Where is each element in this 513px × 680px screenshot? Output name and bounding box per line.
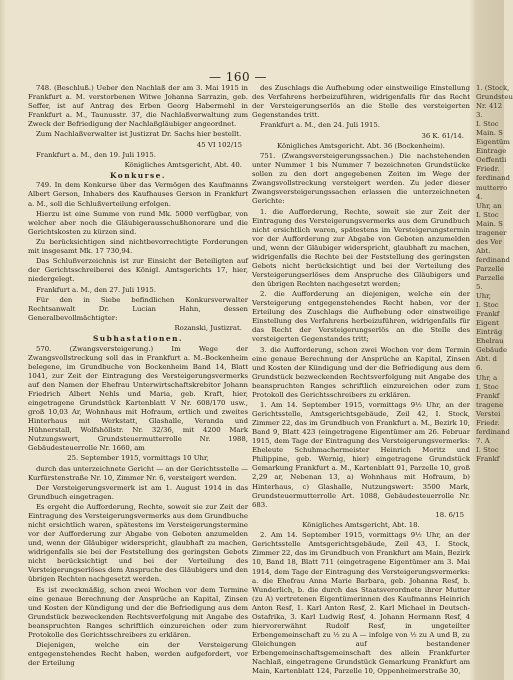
fragment-line: Abt. d: [476, 355, 497, 364]
fragment-line: Eintrage: [476, 147, 507, 156]
paragraph: Der Versteigerungsvermerk ist am 1. August 1914 in das Grundbuch eingetragen.: [28, 483, 248, 501]
fragment-line: 1. (Stock,: [476, 84, 510, 92]
fragment-line: tragene: [476, 400, 504, 409]
fragment-line: 7. A: [476, 436, 490, 445]
fragment-line: Frankf: [476, 391, 500, 400]
fragment-line: Abt.: [476, 246, 491, 255]
paragraph: 570. (Zwangsversteigerung.) Im Wege der Zwangsvollstreckung soll das in Frankfurt a. M.-Bockenheim belegene, im Grundbuche von Bockenheim Band 14, Blatt 1041, zur Zeit der Eintragung des Versteigerungsvermerks auf den Namen der Ehefrau Unterwirtschaftskrebitor Johann Friedrich Albert Nehls und Maria, geb. Kraft, hier, eingetragene Grundstück Kartenblatt V Nr. 608/170 usw., groß 10,03 Ar, Wohnhaus mit Hofraum, ertlich und zweites Hinterhaus mit Werkstatt, Glashalle, Veranda und Hühnerstall, Wolfshöllstr. Nr. 32/36, mit 4200 Mark Nutzungswert, Grundsteuermutterrolle Nr. 1988, Gebäudesteuerrolle Nr. 1660, am: [28, 344, 248, 453]
fragment-line: 4.: [476, 192, 483, 201]
paragraph: Zum Nachlaßverwalter ist Justizrat Dr. Sachs hier bestellt.: [36, 130, 242, 139]
paragraph: Das Schlußverzeichnis ist zur Einsicht der Beteiligten auf der Gerichtsschreiberei des Königl. Amtsgerichts 17, hier, niedergelegt.: [28, 257, 248, 284]
paragraph: Hierzu ist eine Summe von rund Mk. 5000 verfügbar, von welcher aber noch die Gläubigerausschußhonorare und die Gerichtskosten zu kürzen sind.: [28, 209, 248, 236]
fragment-line: Nr. 412: [476, 102, 503, 111]
fragment-line: Main. S: [476, 129, 503, 138]
fragment-line: ferdinand: [476, 427, 510, 436]
fragment-line: Parzelle: [476, 264, 504, 273]
paragraph: Frankfurt a. M., den 27. Juli 1915.: [36, 285, 156, 294]
fragment-line: tragener: [476, 228, 507, 237]
fragment-line: I. Stoc: [476, 382, 499, 391]
fragment-line: I. Stoc: [476, 120, 499, 129]
fragment-line: I. Stoc: [476, 301, 499, 310]
fragment-line: Eigentüm: [476, 138, 510, 147]
paragraph: Königliches Amtsgericht, Abt. 18.: [302, 521, 420, 530]
paragraph: Frankfurt a. M., den 24. Juli 1915.: [260, 121, 380, 130]
paragraph: Es ist zweckmäßig, schon zwei Wochen vor dem Termine eine genaue Berechnung der Ansprüche an Kapital, Zinsen und Kosten der Kündigung und der die Befriedigung aus dem Grundstück bezweckenden Rechtsverfolgung mit Angabe des beanspruchten Ranges schriftlich einzureichen oder zum Protokolle des Gerichtsschreibers zu erklären.: [28, 585, 248, 639]
section-heading: Konkurse.: [110, 171, 166, 181]
next-page-column-fragment: [476, 84, 513, 674]
fragment-line: ferdinand: [476, 174, 510, 183]
fragment-line: Friedr.: [476, 165, 500, 174]
fragment-line: Uhr, an: [476, 201, 502, 210]
fragment-line: ferdinand: [476, 255, 510, 264]
fragment-line: Parzelle: [476, 273, 504, 282]
fragment-line: Main. S: [476, 219, 503, 228]
paragraph: Rozanski, Justizrat.: [174, 324, 242, 333]
paragraph: Diejenigen, welche ein der Versteigerung entgegenstehendes Recht haben, werden aufgefordert, vor der Erteilung: [28, 641, 248, 668]
section-heading: Subhastationen.: [92, 334, 184, 344]
page-number: — 160 —: [208, 70, 268, 84]
fragment-line: 6.: [476, 364, 483, 373]
paragraph: 36 K. 61/14.: [421, 131, 464, 140]
fragment-line: 3.: [476, 111, 483, 120]
fragment-line: Grundsteu: [476, 93, 513, 102]
paragraph: Für den in Siebe befindlichen Konkursverwalter Rechtsanwalt Dr. Lucian Hahn, dessen Generalbevollmächtigter:: [28, 295, 248, 322]
paragraph: 749. In dem Konkurse über das Vermögen des Kaufmanns Albert Gerson, Inhabers des Kaufhauses Gerson in Frankfurt a. M., soll die Schlußverteilung erfolgen.: [28, 181, 248, 208]
paragraph: 751. (Zwangsversteigerungssachen.) Die nachstehenden unter Nummer 1 bis Nummer 7 bezeichneten Grundstücke sollen zu den dort angegebenen Zeiten im Wege der Zwangsvollstreckung versteigert werden. Zu jeder dieser Zwangsversteigerungssachen erlassen die unterzeichneten Gerichte:: [252, 152, 470, 206]
fragment-line: des Ver: [476, 237, 502, 246]
fragment-line: Gebäude: [476, 346, 508, 355]
paragraph: durch das unterzeichnete Gericht — an der Gerichtsstelle — Kurfürstenstraße Nr. 10, Zimmer Nr. 6, versteigert werden.: [28, 464, 248, 482]
paragraph: des Zuschlags die Aufhebung oder einstweilige Einstellung des Verfahrens herbeizuführen, widrigenfalls für das Recht der Versteigerungserlös an die Stelle des versteigerten Gegenstandes tritt.: [252, 84, 470, 120]
fragment-line: Eigent: [476, 319, 499, 328]
fragment-line: 5.: [476, 283, 483, 292]
paragraph: Frankfurt a. M., den 19. Juli 1915.: [36, 150, 156, 159]
paragraph: 45 VI 102/15: [196, 140, 242, 149]
fragment-line: I. Stoc: [476, 445, 499, 454]
fragment-line: mutterro: [476, 183, 508, 192]
fragment-line: Uhr, a: [476, 373, 498, 382]
fragment-line: Einträg: [476, 328, 503, 337]
paragraph: 1. die Aufforderung, Rechte, soweit sie zur Zeit der Eintragung des Versteigerungsvermerks aus dem Grundbuch nicht ersichtlich waren, spätestens im Versteigerungstermin vor der Aufforderung zur Abgabe von Geboten anzumelden und, wenn der Gläubiger widerspricht, glaubhaft zu machen, widrigenfalls die Rechte bei der Feststellung des geringsten Gebots nicht berücksichtigt und bei der Verteilung des Versteigerungserlöses dem Anspruche des Gläubigers und den übrigen Rechten nachgesetzt werden;: [252, 207, 470, 288]
right-column: [252, 84, 470, 674]
paragraph: Königliches Amtsgericht. Abt. 36 (Bockenheim).: [277, 141, 445, 150]
left-column: [28, 84, 248, 674]
paragraph: 25. September 1915, vormittags 10 Uhr,: [67, 454, 209, 463]
fragment-line: Friedr.: [476, 418, 500, 427]
paragraph: Es ergeht die Aufforderung, Rechte, soweit sie zur Zeit der Eintragung des Versteigerungsvermerks aus dem Grundbuche nicht ersichtlich waren, spätestens im Versteigerungstermine vor der Aufforderung zur Abgabe von Geboten anzumelden und, wenn der Gläubiger widerspricht, glaubhaft zu machen, widrigenfalls sie bei der Feststellung des geringsten Gebots nicht berücksichtigt und bei der Verteilung des Versteigerungserlöses dem Anspruche des Gläubigers und den übrigen Rechten nachgesetzt werden.: [28, 503, 248, 584]
paragraph: Königliches Amtsgericht, Abt. 40.: [124, 161, 242, 170]
fragment-line: Ehelrau: [476, 337, 504, 346]
fragment-line: Frankf: [476, 454, 500, 463]
fragment-line: I. Stoc: [476, 210, 499, 219]
fragment-line: Frankf: [476, 310, 500, 319]
paragraph: 748. (Beschluß.) Ueber den Nachlaß der am 3. Mai 1915 in Frankfurt a. M. verstorbenen Witwe Johanna Sarrazin, geb. Seffer, ist auf Antrag des Erben Georg Habermehl in Frankfurt a. M., Taunusstr. 37, die Nachlaßverwaltung zum Zweck der Befriedigung der Nachlaßgläubiger angeordnet.: [28, 84, 248, 129]
paragraph: 2. die Aufforderung an diejenigen, welche ein der Versteigerung entgegenstehendes Recht haben, vor der Erteilung des Zuschlags die Aufhebung oder einstweilige Einstellung des Verfahrens herbeizuführen, widrigenfalls für das Recht der Versteigerungserlös an die Stelle des versteigerten Gegenstandes tritt;: [252, 290, 470, 344]
fragment-line: Oeffentli: [476, 156, 507, 165]
paragraph: 1. Am 14. September 1915, vormittags 9½ Uhr, an der Gerichtsstelle, Amtsgerichtsgebäude, Zeil 42, I. Stock, Zimmer 22, das im Grundbuch von Frankfurt a. M., Bezirk 10, Band 9, Blatt 423 (eingetragene Eigentümer am 26. Februar 1915, dem Tage der Eintragung des Versteigerungsvermerks: Eheleute Schuhmachermeister Heinrich Moritz und Philippine, geb. Wernig, hier) eingetragene Grundstück Gemarkung Frankfurt a. M., Kartenblatt 91, Parzelle 10, groß 2,29 ar, Nebenan 13, a) Wohnhaus mit Hofraum, b) Hinterhaus, c) Glashalle, Nutzungswert: 3500 Mark, Grundsteuermutterrolle Art. 1088, Gebäudesteuerrolle Nr. 683.: [252, 401, 470, 509]
paragraph: 18. 6/15: [435, 510, 464, 519]
paragraph: 2. Am 14. September 1915, vormittags 9½ Uhr, an der Gerichtsstelle Amtsgerichtsgebäude, Zeil 43, I. Stock, Zimmer 22, das im Grundbuch von Frankfurt am Main, Bezirk 10, Band 18, Blatt 711 (eingetragene Eigentümer am 3. Mai 1914, dem Tage der Eintragung des Versteigerungsvermerks: a. die Ehefrau Anna Marie Barbara, geb. Johanna Resf, b. Wunderlich, b. die durch das Staatsverordnete ihrer Mutter (zu A) vertretenen Eigentümerinnen des Kaufmanns Heinrich Anton Resf, 1. Karl Anton Resf, 2. Karl Michael in Deutsch-Ostafrika, 3. Karl Ludwig Resf, 4. Johann Hermann Resf, 4 hiervorerwähnt Rudolf Resf, in ungeteilter Erbengemeinschaft zu ½ zu A — infolge von ½ zu A und B, zu Gleichungen auf bestandener Erbengemeinschaftsgemeinschaft des allein Frankfurter Nachlaß, eingetragene Grundstück Gemarkung Frankfurt am Main, Kartenblatt 124, Parzelle 10, Oppenheimerstraße 30,: [252, 531, 470, 676]
paragraph: Zu berücksichtigen sind nichtbevorrechtigte Forderungen mit insgesamt Mk. 17 730,94.: [28, 238, 248, 256]
paragraph: 3. die Aufforderung, schon zwei Wochen vor dem Termin eine genaue Berechnung der Ansprüche an Kapital, Zinsen und Kosten der Kündigung und der die Befriedigung aus dem Grundstück bezweckenden Rechtsverfolgung mit Angabe des beanspruchten Ranges schriftlich einzureichen oder zum Protokoll des Gerichtsschreibers zu erklären.: [252, 345, 470, 399]
fragment-line: Verstei: [476, 409, 501, 418]
fragment-line: Uhr,: [476, 292, 491, 301]
